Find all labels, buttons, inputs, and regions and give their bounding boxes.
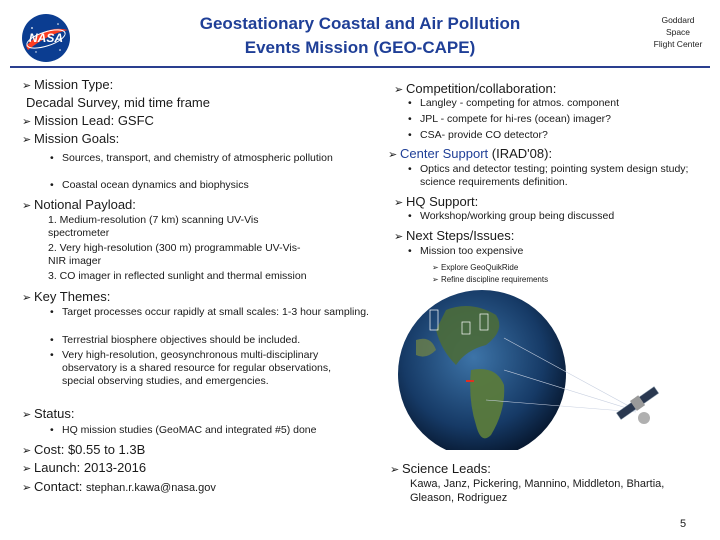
theme-item: • Very high-resolution, geosynchronous multi-disciplinary observatory is a shared resource for regular observations, special observing studies, and emergencies.	[50, 349, 332, 387]
hq-support-heading: ➢ HQ Support:	[394, 193, 478, 212]
bullet-icon: •	[408, 129, 412, 141]
center-line-3: Flight Center	[653, 39, 703, 49]
arrow-icon: ➢	[22, 463, 32, 475]
themes-heading: ➢ Key Themes:	[22, 288, 110, 307]
payload-item: 3. CO imager in reflected sunlight and thermal emission	[48, 270, 307, 282]
cost: ➢ Cost: $0.55 to 1.3B	[22, 441, 145, 460]
competition-item: • JPL - compete for hi-res (ocean) imager?	[408, 113, 612, 125]
next-steps-sub-item: ➢ Refine discipline requirements	[432, 275, 549, 284]
mission-type-heading: ➢ Mission Type:	[22, 76, 113, 95]
launch: ➢ Launch: 2013-2016	[22, 459, 146, 478]
page-title	[180, 12, 540, 60]
arrow-icon: ➢	[22, 80, 32, 92]
status-item: • HQ mission studies (GeoMAC and integrated #5) done	[50, 424, 317, 436]
arrow-icon: ➢	[22, 445, 32, 457]
nasa-logo-text: NASA	[28, 31, 63, 45]
nasa-logo	[20, 12, 72, 64]
bullet-icon: •	[408, 245, 412, 257]
hq-support-item: • Workshop/working group being discussed	[408, 210, 615, 222]
mission-type-value: Decadal Survey, mid time frame	[26, 95, 210, 110]
earth-satellite-illustration	[386, 290, 686, 450]
arrow-icon: ➢	[22, 200, 32, 212]
bullet-icon: •	[408, 210, 412, 222]
goal-item: • Coastal ocean dynamics and biophysics	[50, 179, 249, 191]
contact-email[interactable]: stephan.r.kawa@nasa.gov	[86, 482, 216, 494]
science-leads: Kawa, Janz, Pickering, Mannino, Middleton, Bhartia, Gleason, Rodriguez	[410, 478, 665, 504]
next-steps-item: • Mission too expensive	[408, 245, 524, 257]
goal-item: • Sources, transport, and chemistry of atmospheric pollution	[50, 152, 333, 164]
center-line-2: Space	[665, 27, 691, 37]
arrow-icon: ➢	[432, 263, 439, 272]
next-steps-sub-item: ➢ Explore GeoQuikRide	[432, 263, 519, 272]
bullet-icon: •	[50, 334, 54, 346]
bullet-icon: •	[50, 306, 54, 318]
payload-item: 1. Medium-resolution (7 km) scanning UV-Vis spectrometer	[48, 214, 259, 239]
bullet-icon: •	[408, 97, 412, 109]
arrow-icon: ➢	[394, 231, 404, 243]
arrow-icon: ➢	[22, 116, 32, 128]
arrow-icon: ➢	[22, 134, 32, 146]
arrow-icon: ➢	[390, 464, 400, 476]
mission-lead: ➢ Mission Lead: GSFC	[22, 112, 154, 131]
bullet-icon: •	[50, 424, 54, 436]
title-line-1: Geostationary Coastal and Air Pollution	[199, 14, 521, 33]
center-line-1: Goddard	[661, 15, 695, 25]
center-support-item: • Optics and detector testing; pointing system design study; science requirements definition.	[408, 163, 689, 188]
arrow-icon: ➢	[388, 149, 398, 161]
bullet-icon: •	[408, 163, 412, 175]
bullet-icon: •	[408, 113, 412, 125]
arrow-icon: ➢	[22, 292, 32, 304]
payload-heading: ➢ Notional Payload:	[22, 196, 136, 215]
theme-item: • Target processes occur rapidly at small scales: 1-3 hour sampling.	[50, 306, 369, 318]
competition-item: • CSA- provide CO detector?	[408, 129, 548, 141]
competition-item: • Langley - competing for atmos. component	[408, 97, 620, 109]
arrow-icon: ➢	[394, 84, 404, 96]
science-leads-heading: ➢ Science Leads:	[390, 460, 491, 479]
status-heading: ➢ Status:	[22, 405, 74, 424]
arrow-icon: ➢	[22, 482, 32, 494]
arrow-icon: ➢	[432, 275, 439, 284]
arrow-icon: ➢	[22, 409, 32, 421]
page-number: 5	[680, 518, 687, 530]
arrow-icon: ➢	[394, 197, 404, 209]
competition-heading: ➢ Competition/collaboration:	[394, 80, 556, 99]
payload-item: 2. Very high-resolution (300 m) programmable UV-Vis-NIR imager	[48, 242, 301, 267]
title-line-2: Events Mission (GEO-CAPE)	[244, 38, 476, 57]
next-steps-heading: ➢ Next Steps/Issues:	[394, 227, 514, 246]
mission-goals-heading: ➢ Mission Goals:	[22, 130, 119, 149]
bullet-icon: •	[50, 179, 54, 191]
contact: ➢ Contact: stephan.r.kawa@nasa.gov	[22, 478, 216, 497]
header-divider	[10, 66, 710, 68]
bullet-icon: •	[50, 152, 54, 164]
center-support-heading: ➢ Center Support (IRAD'08):	[388, 145, 552, 164]
center-name	[640, 14, 716, 50]
theme-item: • Terrestrial biosphere objectives should be included.	[50, 334, 301, 346]
bullet-icon: •	[50, 349, 54, 361]
